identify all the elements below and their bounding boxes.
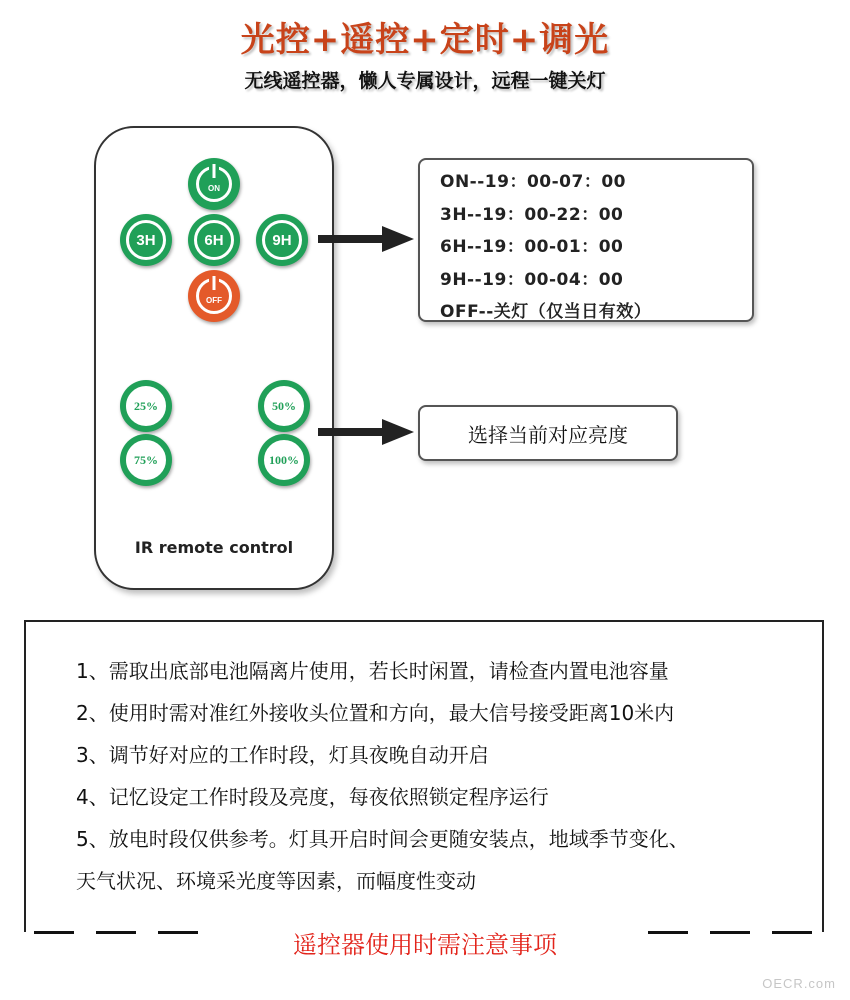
brightness-25-button[interactable]: [120, 380, 172, 432]
note-item: 3、调节好对应的工作时段，灯具夜晚自动开启: [76, 743, 489, 767]
power-icon: [196, 166, 232, 202]
schedule-row: 3H--19：00-22：00: [440, 204, 624, 225]
brightness-100-button[interactable]: [258, 434, 310, 486]
brightness-25-label: 25%: [134, 398, 158, 413]
schedule-row: ON--19：00-07：00: [440, 172, 626, 192]
off-label: OFF: [206, 296, 222, 305]
brightness-50-button[interactable]: [258, 380, 310, 432]
timer-3h-label: 3H: [136, 231, 156, 249]
page-subtitle: 无线遥控器，懒人专属设计，远程一键关灯: [244, 70, 606, 92]
notes-title: 遥控器使用时需注意事项: [293, 931, 557, 959]
timer-9h-button[interactable]: [256, 214, 308, 266]
off-button[interactable]: [188, 270, 240, 322]
timer-schedule-box: [418, 158, 754, 322]
note-item: 1、需取出底部电池隔离片使用，若长时闲置，请检查内置电池容量: [76, 659, 669, 683]
note-item: 天气状况、环境采光度等因素，而幅度性变动: [76, 869, 476, 893]
page-title: 光控+遥控+定时+调光: [240, 20, 610, 60]
watermark: OECR.com: [762, 976, 836, 991]
brightness-info-box: 选择当前对应亮度: [418, 405, 678, 461]
on-button[interactable]: [188, 158, 240, 210]
arrow-right-icon: [318, 232, 414, 246]
on-label: ON: [208, 184, 220, 193]
arrow-right-icon: [318, 425, 414, 439]
schedule-row: 9H--19：00-04：00: [440, 269, 624, 290]
brightness-75-button[interactable]: [120, 434, 172, 486]
schedule-row: 6H--19：00-01：00: [440, 237, 624, 257]
note-item: 4、记忆设定工作时段及亮度，每夜依照锁定程序运行: [76, 785, 549, 809]
brightness-75-label: 75%: [134, 452, 158, 467]
timer-3h-button[interactable]: [120, 214, 172, 266]
remote-label: IR remote control: [134, 538, 294, 557]
timer-6h-button[interactable]: [188, 214, 240, 266]
brightness-100-label: 100%: [269, 452, 299, 467]
timer-9h-label: 9H: [272, 231, 292, 249]
brightness-50-label: 50%: [272, 398, 296, 413]
schedule-row: OFF--关灯（仅当日有效）: [440, 302, 652, 322]
note-item: 5、放电时段仅供参考。灯具开启时间会更随安装点，地域季节变化、: [76, 827, 689, 851]
power-off-icon: [196, 278, 232, 314]
timer-6h-label: 6H: [204, 231, 224, 249]
note-item: 2、使用时需对准红外接收头位置和方向，最大信号接受距离10米内: [76, 701, 675, 725]
